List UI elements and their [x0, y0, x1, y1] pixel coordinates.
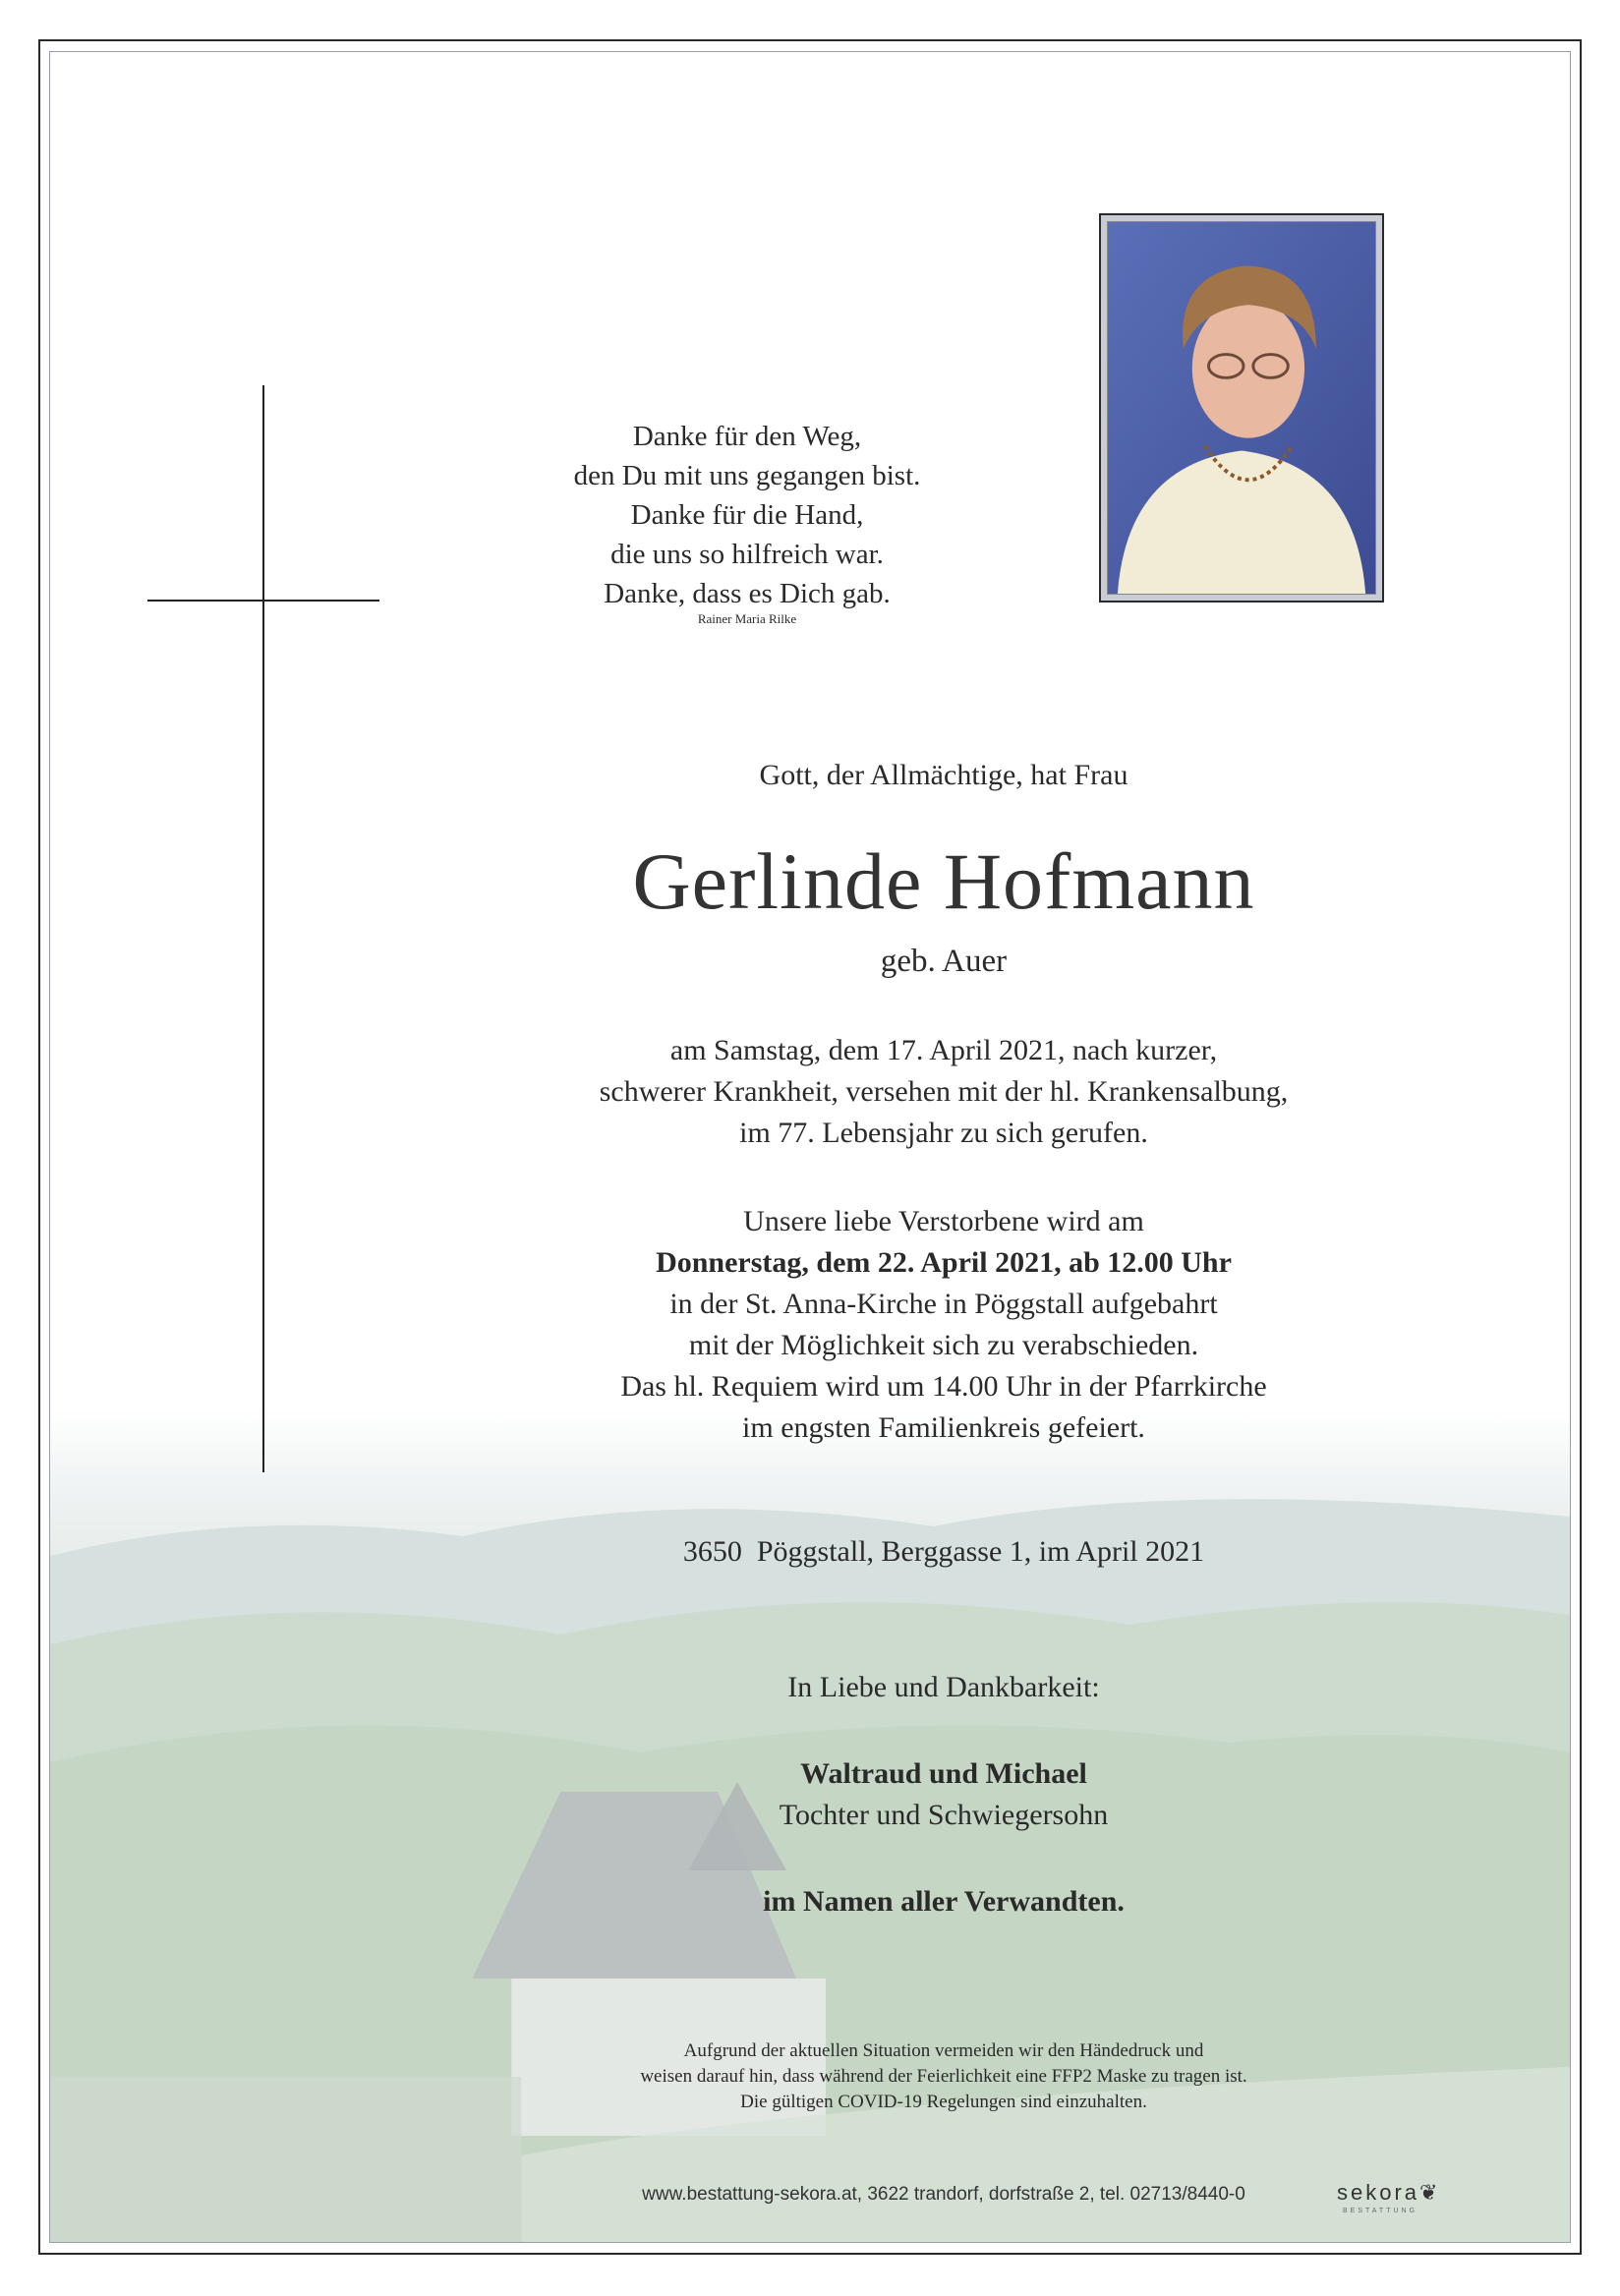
death-notice: [511, 1030, 1376, 1154]
logo-text: sekora: [1337, 2180, 1420, 2205]
footer-contact: www.bestattung-sekora.at, 3622 trandorf, dorfstraße 2, tel. 02713/8440-0: [642, 2184, 1245, 2205]
viewing-line: Unsere liebe Verstorbene wird am: [743, 1205, 1144, 1237]
poem-line: den Du mit uns gegangen bist.: [573, 460, 921, 491]
viewing-line: mit der Möglichkeit sich zu verabschieden.: [688, 1329, 1199, 1361]
death-notice-line: am Samstag, dem 17. April 2021, nach kurzer,: [669, 1034, 1218, 1066]
landscape-background: [50, 1467, 1570, 2243]
viewing-line: in der St. Anna-Kirche in Pöggstall aufgebahrt: [669, 1288, 1218, 1320]
covid-line: weisen darauf hin, dass während der Feierlichkeit eine FFP2 Maske zu tragen ist.: [640, 2066, 1247, 2087]
bird-icon: ❦: [1419, 2180, 1441, 2205]
intro-text: Gott, der Allmächtige, hat Frau: [759, 759, 1128, 791]
viewing-date-bold: Donnerstag, dem 22. April 2021, ab 12.00 Uhr: [656, 1246, 1232, 1279]
mourners-relation: Tochter und Schwiegersohn: [779, 1799, 1109, 1831]
portrait-photo: [1107, 221, 1376, 595]
mourners-names: Waltraud und Michael: [800, 1757, 1087, 1790]
poem-line: Danke, dass es Dich gab.: [604, 578, 891, 609]
poem-line: Danke für die Hand,: [630, 499, 864, 531]
maiden-name: geb. Auer: [880, 944, 1008, 979]
viewing-line: Das hl. Requiem wird um 14.00 Uhr in der Pfarrkirche: [620, 1370, 1267, 1403]
viewing-info: [511, 1201, 1376, 1449]
mourners-intro: In Liebe und Dankbarkeit:: [787, 1671, 1100, 1703]
poem-author: Rainer Maria Rilke: [697, 611, 797, 626]
logo-subtitle: BESTATTUNG: [1343, 2208, 1418, 2214]
poem-line: die uns so hilfreich war.: [610, 539, 884, 570]
viewing-date: [511, 1242, 1376, 1284]
portrait-frame: [1099, 213, 1384, 603]
poem: [531, 417, 963, 613]
covid-line: Aufgrund der aktuellen Situation vermeiden wir den Händedruck und: [683, 2040, 1204, 2061]
poem-line: Danke für den Weg,: [632, 421, 862, 452]
covid-line: Die gültigen COVID-19 Regelungen sind einzuhalten.: [740, 2092, 1147, 2112]
death-notice-line: schwerer Krankheit, versehen mit der hl. Krankensalbung,: [599, 1075, 1289, 1108]
place-date: 3650 Pöggstall, Berggasse 1, im April 2021: [682, 1535, 1205, 1568]
sekora-logo: [1337, 2180, 1440, 2206]
death-notice-line: im 77. Lebensjahr zu sich gerufen.: [739, 1117, 1148, 1149]
deceased-name: Gerlinde Hofmann: [632, 836, 1255, 926]
viewing-line: im engsten Familienkreis gefeiert.: [742, 1411, 1145, 1444]
cross-horizontal: [147, 600, 379, 602]
mourners-closing: im Namen aller Verwandten.: [763, 1885, 1125, 1918]
covid-notice: [492, 2038, 1396, 2115]
cross-vertical: [262, 385, 264, 1472]
